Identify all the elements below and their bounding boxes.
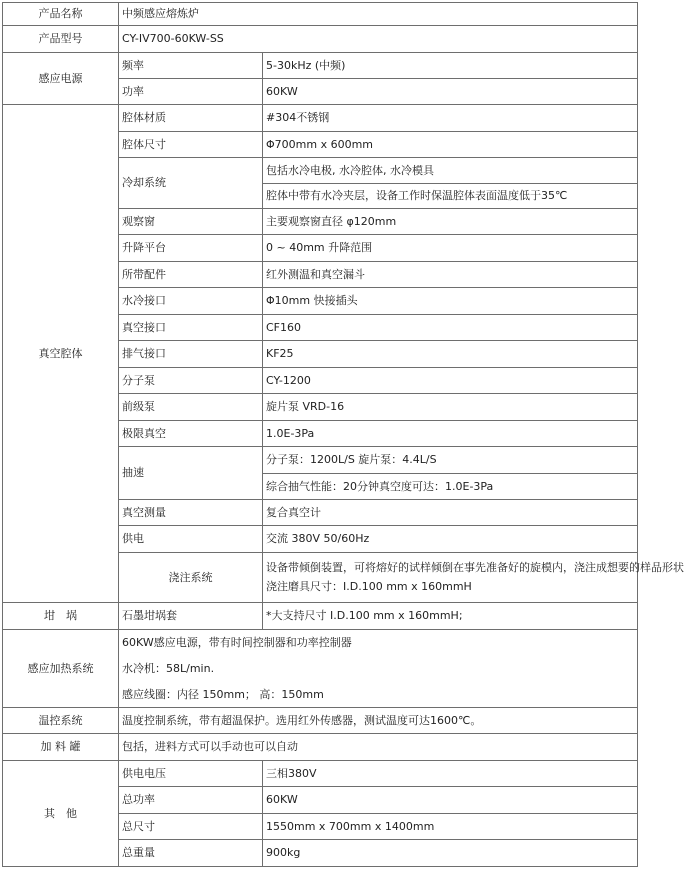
feeder-value: 包括，进料方式可以手动也可以自动 — [119, 734, 638, 761]
field-value: 旋片泵 VRD-16 — [263, 394, 638, 421]
field-value: *大支持尺寸 I.D.100 mm x 160mmH; — [263, 603, 638, 630]
field-key: 抽速 — [119, 447, 263, 500]
field-key: 总功率 — [119, 787, 263, 814]
table-row — [3, 26, 638, 53]
field-key: 分子泵 — [119, 368, 263, 394]
field-key: 功率 — [119, 79, 263, 105]
field-key: 石墨坩埚套 — [119, 603, 263, 630]
field-key: 水冷接口 — [119, 288, 263, 315]
field-value — [263, 158, 638, 209]
product-name-value: 中频感应熔炼炉 — [119, 3, 638, 26]
field-key: 观察窗 — [119, 209, 263, 235]
heating-value — [119, 630, 638, 708]
field-key: 真空测量 — [119, 500, 263, 526]
field-value: 60KW — [263, 787, 638, 814]
cooling-line-1: 包括水冷电极, 水冷腔体, 水冷模具 — [266, 163, 434, 177]
casting-value — [263, 553, 684, 603]
group-label: 感应电源 — [3, 53, 119, 105]
field-key: 总重量 — [119, 840, 263, 867]
field-value: 5-30kHz (中频) — [263, 53, 638, 79]
row-label: 产品名称 — [3, 3, 119, 26]
field-key: 频率 — [119, 53, 263, 79]
heating-line-2: 水冷机：58L/min. — [122, 661, 215, 675]
group-label: 浇注系统 — [119, 553, 263, 603]
field-key: 升降平台 — [119, 235, 263, 262]
group-label: 真空腔体 — [3, 105, 119, 603]
field-key: 前级泵 — [119, 394, 263, 421]
table-row — [3, 53, 638, 79]
field-key: 总尺寸 — [119, 814, 263, 840]
group-label: 其 他 — [3, 761, 119, 867]
group-label: 加 料 罐 — [3, 734, 119, 761]
table-row — [3, 105, 638, 132]
row-label: 产品型号 — [3, 26, 119, 53]
group-label: 温控系统 — [3, 708, 119, 734]
pump-speed-line-1: 分子泵：1200L/S 旋片泵：4.4L/S — [266, 453, 437, 466]
field-value: 900kg — [263, 840, 638, 867]
field-value: 主要观察窗直径 φ120mm — [263, 209, 638, 235]
field-key: 腔体尺寸 — [119, 132, 263, 158]
group-label: 坩 埚 — [3, 603, 119, 630]
temp-control-value: 温度控制系统，带有超温保护。选用红外传感器，测试温度可达1600℃。 — [119, 708, 638, 734]
table-row — [3, 630, 638, 708]
table-row — [3, 734, 638, 761]
field-value: CF160 — [263, 315, 638, 341]
field-value: 三相380V — [263, 761, 638, 787]
field-value: 60KW — [263, 79, 638, 105]
field-value: 1.0E-3Pa — [263, 421, 638, 447]
field-value: 复合真空计 — [263, 500, 638, 526]
heating-line-1: 60KW感应电源，带有时间控制器和功率控制器 — [122, 635, 352, 649]
field-key: 腔体材质 — [119, 105, 263, 132]
field-key: 极限真空 — [119, 421, 263, 447]
field-key: 所带配件 — [119, 262, 263, 288]
field-key: 真空接口 — [119, 315, 263, 341]
field-key: 冷却系统 — [119, 158, 263, 209]
pump-speed-line-2: 综合抽气性能：20分钟真空度可达：1.0E-3Pa — [263, 473, 637, 499]
table-row — [3, 708, 638, 734]
field-value: CY-1200 — [263, 368, 638, 394]
cooling-line-2: 腔体中带有水冷夹层，设备工作时保温腔体表面温度低于35℃ — [263, 183, 637, 208]
field-value: KF25 — [263, 341, 638, 368]
field-value: #304不锈钢 — [263, 105, 638, 132]
field-value: 交流 380V 50/60Hz — [263, 526, 638, 553]
table-row — [3, 603, 638, 630]
field-value: 0 ~ 40mm 升降范围 — [263, 235, 638, 262]
field-key: 供电 — [119, 526, 263, 553]
table-row — [3, 761, 638, 787]
field-key: 排气接口 — [119, 341, 263, 368]
product-model-value: CY-IV700-60KW-SS — [119, 26, 638, 53]
field-value: Φ10mm 快接插头 — [263, 288, 638, 315]
field-value: 红外测温和真空漏斗 — [263, 262, 638, 288]
casting-line-2: 浇注磨具尺寸：I.D.100 mm x 160mmH — [266, 580, 472, 593]
heating-line-3: 感应线圈：内径 150mm； 高：150mm — [122, 687, 324, 701]
group-label: 感应加热系统 — [3, 630, 119, 708]
field-key: 供电电压 — [119, 761, 263, 787]
spec-table — [2, 2, 684, 867]
casting-line-1: 设备带倾倒装置，可将熔好的试样倾倒在事先准备好的旋模内，浇注成想要的样品形状 — [266, 561, 684, 574]
field-value — [263, 447, 638, 500]
field-value: Φ700mm x 600mm — [263, 132, 638, 158]
table-row — [3, 3, 638, 26]
field-value: 1550mm x 700mm x 1400mm — [263, 814, 638, 840]
